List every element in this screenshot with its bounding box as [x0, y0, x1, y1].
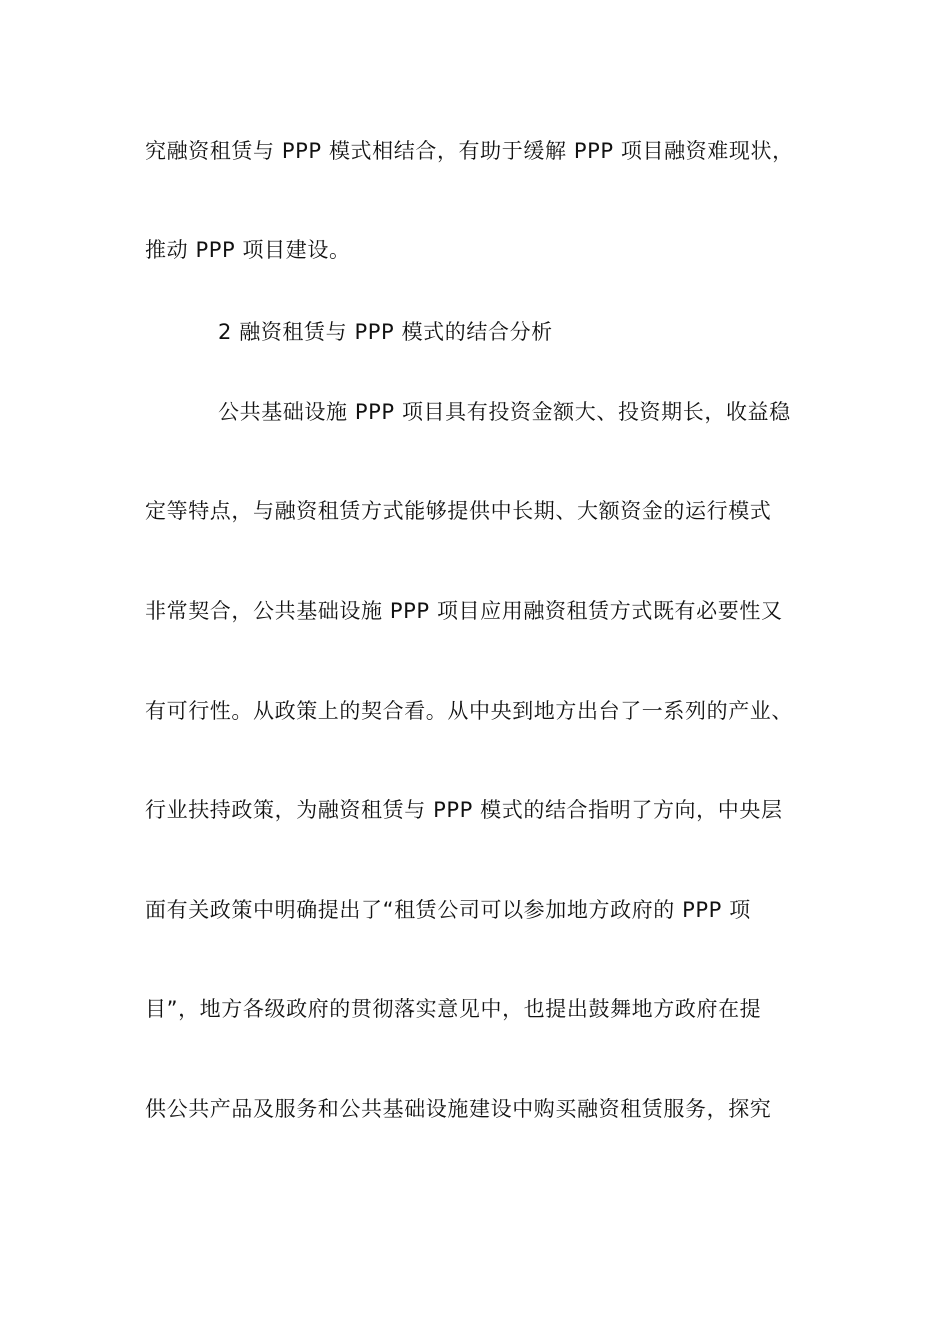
paragraph-line: 供公共产品及服务和公共基础设施建设中购买融资租赁服务，探究: [145, 1097, 772, 1121]
paragraph-line: 推动 PPP 项目建设。: [145, 238, 351, 262]
paragraph-line: 有可行性。从政策上的契合看。从中央到地方出台了一系列的产业、: [145, 699, 793, 723]
paragraph-line: 行业扶持政策，为融资租赁与 PPP 模式的结合指明了方向，中央层: [145, 798, 783, 822]
paragraph-line: 非常契合，公共基础设施 PPP 项目应用融资租赁方式既有必要性又: [145, 599, 783, 623]
paragraph-line: 究融资租赁与 PPP 模式相结合，有助于缓解 PPP 项目融资难现状，: [145, 139, 794, 163]
paragraph-line: 公共基础设施 PPP 项目具有投资金额大、投资期长，收益稳: [218, 400, 791, 424]
paragraph-line: 定等特点，与融资租赁方式能够提供中长期、大额资金的运行模式: [145, 499, 772, 523]
paragraph-line: 面有关政策中明确提出了“租赁公司可以参加地方政府的 PPP 项: [145, 898, 751, 922]
paragraph-line: 目”，地方各级政府的贯彻落实意见中，也提出鼓舞地方政府在提: [145, 997, 762, 1021]
section-heading: 2 融资租赁与 PPP 模式的结合分析: [218, 320, 553, 344]
